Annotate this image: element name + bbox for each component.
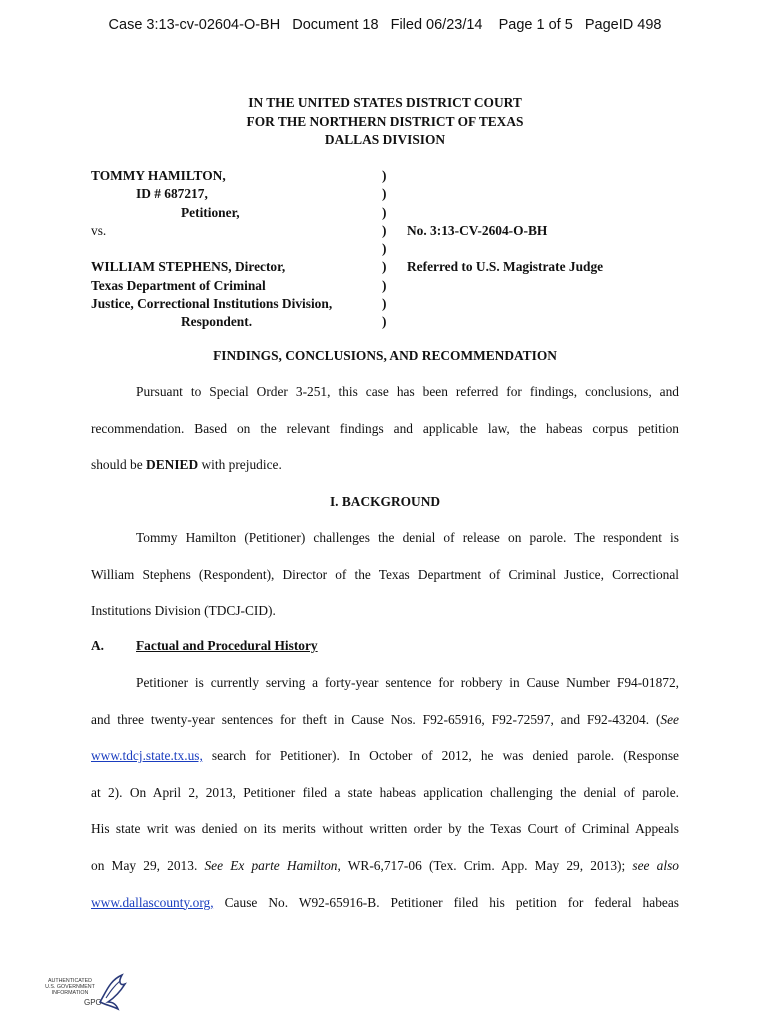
caption-paren: ): [382, 186, 387, 202]
subsection-title: Factual and Procedural History: [136, 638, 318, 653]
background-line-2: William Stephens (Respondent), Director of the Texas Department of Criminal Justice, Correctional: [91, 566, 679, 582]
history-line-6c: , WR-6,717-06 (Tex. Crim. App. May 29, 2013);: [337, 857, 633, 873]
court-line-3: DALLAS DIVISION: [324, 132, 446, 147]
petitioner-name: TOMMY HAMILTON,: [91, 168, 226, 183]
respondent-agency-1: Texas Department of Criminal: [91, 277, 266, 293]
caption-paren: ): [382, 296, 387, 312]
history-paragraph: [91, 665, 679, 921]
subsection-heading: [91, 638, 318, 654]
eagle-icon: [96, 972, 128, 1012]
respondent-agency-2: Justice, Correctional Institutions Division,: [91, 296, 333, 312]
gpo-authentication-logo: [40, 972, 130, 1012]
caption-paren: ): [382, 314, 387, 330]
caption-paren: ): [382, 204, 387, 220]
background-heading: I. BACKGROUND: [329, 494, 441, 509]
referral-note: Referred to U.S. Magistrate Judge: [407, 259, 604, 275]
case-header-stamp: Case 3:13-cv-02604-O-BH Document 18 Filed 06/23/14 Page 1 of 5 PageID 498: [108, 17, 662, 33]
see-signal: See: [660, 711, 679, 727]
court-line-1: IN THE UNITED STATES DISTRICT COURT: [248, 95, 522, 110]
document-title: FINDINGS, CONCLUSIONS, AND RECOMMENDATION: [213, 348, 557, 363]
subsection-letter: A.: [91, 638, 105, 653]
intro-line-1: Pursuant to Special Order 3-251, this case has been referred for findings, conclusions, and: [136, 384, 679, 399]
caption-paren: ): [382, 277, 387, 293]
tdcj-link[interactable]: www.tdcj.state.tx.us,: [91, 748, 203, 764]
denied-emphasis: DENIED: [146, 457, 199, 473]
petitioner-id: ID # 687217,: [136, 186, 208, 202]
gpo-line-2: U.S. GOVERNMENT: [45, 984, 95, 990]
intro-line-3a: should be: [91, 457, 147, 473]
dallascounty-link[interactable]: www.dallascounty.org,: [91, 894, 214, 910]
caption-paren: ): [382, 259, 387, 275]
case-number: No. 3:13-CV-2604-O-BH: [407, 222, 548, 238]
intro-line-2: recommendation. Based on the relevant findings and applicable law, the habeas corpus petition: [91, 420, 679, 436]
court-heading: [0, 94, 770, 150]
background-line-1: Tommy Hamilton (Petitioner) challenges the denial of release on parole. The respondent is: [136, 530, 679, 545]
case-citation: See Ex parte Hamilton: [204, 857, 338, 873]
case-caption: [91, 167, 731, 332]
gpo-line-3: INFORMATION: [51, 990, 89, 996]
respondent-name: WILLIAM STEPHENS, Director,: [91, 259, 286, 275]
intro-line-3c: with prejudice.: [198, 457, 282, 473]
gpo-line-1: AUTHENTICATED: [47, 978, 93, 984]
history-line-6a: on May 29, 2013.: [91, 857, 205, 873]
see-also-signal: see also: [632, 857, 679, 873]
versus-label: vs.: [91, 222, 107, 238]
history-line-3: search for Petitioner). In October of 2012, he was denied parole. (Response: [202, 748, 679, 764]
background-paragraph: [91, 520, 679, 630]
caption-paren: ): [382, 168, 387, 183]
petitioner-role: Petitioner,: [181, 204, 240, 220]
court-line-2: FOR THE NORTHERN DISTRICT OF TEXAS: [246, 113, 524, 129]
history-line-2a: and three twenty-year sentences for theft in Cause Nos. F92-65916, F92-72597, and F92-43204. (: [91, 711, 661, 727]
caption-paren: ): [382, 241, 387, 257]
background-line-3: Institutions Division (TDCJ-CID).: [91, 603, 276, 619]
respondent-role: Respondent.: [181, 314, 253, 330]
gpo-mark: GPO: [84, 998, 102, 1007]
history-line-1: Petitioner is currently serving a forty-year sentence for robbery in Cause Number F94-01872,: [136, 675, 679, 690]
history-line-5: His state writ was denied on its merits without written order by the Texas Court of Criminal Appeals: [91, 821, 679, 837]
caption-paren: ): [382, 222, 387, 238]
intro-paragraph: [91, 374, 679, 484]
history-line-7: Cause No. W92-65916-B. Petitioner filed his petition for federal habeas: [213, 894, 679, 910]
history-line-4: at 2). On April 2, 2013, Petitioner filed a state habeas application challenging the denial of parole.: [91, 784, 679, 800]
